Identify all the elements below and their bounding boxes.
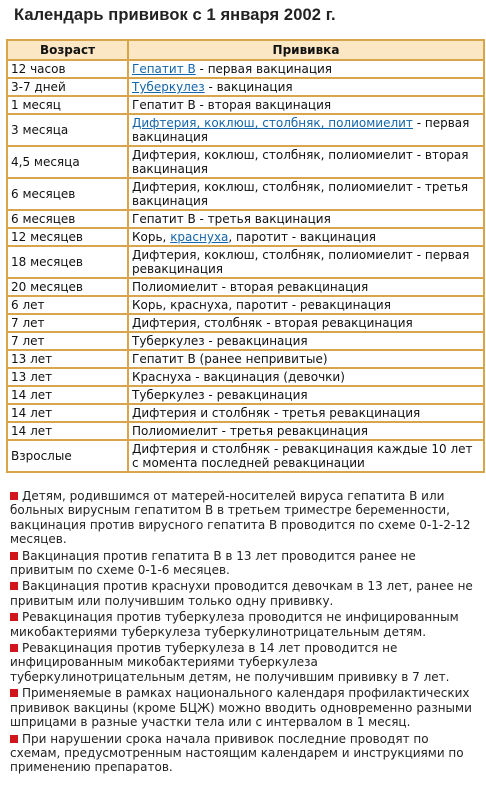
table-row — [7, 114, 484, 146]
age-cell: 13 лет — [7, 368, 128, 386]
age-cell: 13 лет — [7, 350, 128, 368]
vaccine-text: Гепатит В (ранее непривитые) — [132, 352, 328, 366]
vaccine-text: Дифтерия, коклюш, столбняк, полиомиелит - вторая вакцинация — [132, 148, 469, 176]
table-row — [7, 332, 484, 350]
age-cell: 6 лет — [7, 296, 128, 314]
age-cell: 18 месяцев — [7, 246, 128, 278]
vaccine-cell — [128, 440, 484, 472]
table-row — [7, 296, 484, 314]
table-row — [7, 440, 484, 472]
age-cell: 1 месяц — [7, 96, 128, 114]
note-text: Ревакцинация против туберкулеза в 14 лет проводится не инфицированным микобактериями туберкулеза туберкулинотрицательным детям, не получившим прививку в 7 лет. — [10, 641, 450, 684]
note-item — [10, 686, 476, 729]
vaccine-text: Дифтерия, коклюш, столбняк, полиомиелит - третья вакцинация — [132, 180, 469, 208]
table-row — [7, 368, 484, 386]
vaccine-cell — [128, 114, 484, 146]
note-text: При нарушении срока начала прививок последние проводят по схемам, предусмотренным настоящим календарем и инструкциями по применению препаратов. — [10, 731, 464, 775]
vaccine-cell — [128, 368, 484, 386]
table-row — [7, 278, 484, 296]
notes-section — [10, 489, 476, 777]
vaccine-text: Туберкулез - ревакцинация — [132, 334, 308, 348]
vaccine-cell — [128, 60, 484, 78]
red-square-bullet-icon — [10, 613, 18, 621]
vaccine-link[interactable]: Туберкулез — [132, 80, 205, 94]
vaccine-cell — [128, 96, 484, 114]
vaccination-table — [6, 39, 485, 473]
table-row — [7, 178, 484, 210]
note-item — [10, 610, 476, 639]
note-text: Ревакцинация против туберкулеза проводится не инфицированным микобактериями туберкулеза туберкулинотрицательным детям. — [10, 610, 459, 639]
vaccine-cell — [128, 78, 484, 96]
red-square-bullet-icon — [10, 689, 18, 697]
vaccine-text: Полиомиелит - третья ревакцинация — [132, 424, 368, 438]
note-text: Детям, родившимся от матерей-носителей вируса гепатита В или больных вирусным гепатитом В в третьем триместре беременности, вакцинация против вирусного гепатита В проводится по схеме 0-1-2-12 месяцев. — [10, 489, 471, 547]
vaccine-cell — [128, 278, 484, 296]
vaccine-text: Гепатит В - третья вакцинация — [132, 212, 331, 226]
table-row — [7, 228, 484, 246]
vaccine-link[interactable]: краснуха — [170, 230, 229, 244]
table-row — [7, 146, 484, 178]
age-cell: 14 лет — [7, 422, 128, 440]
table-header-row — [7, 40, 484, 60]
vaccine-text: Гепатит В - вторая вакцинация — [132, 98, 332, 112]
vaccine-text: - вакцинация — [204, 80, 293, 94]
note-text: Вакцинация против краснухи проводится девочкам в 13 лет, ранее не привитым или получившим только одну прививку. — [10, 579, 473, 608]
red-square-bullet-icon — [10, 552, 18, 560]
table-body — [7, 60, 484, 472]
vaccine-cell — [128, 296, 484, 314]
vaccine-prefix: Корь, — [132, 230, 171, 244]
age-cell: 6 месяцев — [7, 210, 128, 228]
vaccine-cell — [128, 422, 484, 440]
note-item — [10, 641, 476, 684]
vaccine-link[interactable]: Дифтерия, коклюш, столбняк, полиомиелит — [132, 116, 413, 130]
age-cell: 6 месяцев — [7, 178, 128, 210]
vaccine-cell — [128, 332, 484, 350]
age-cell: 4,5 месяца — [7, 146, 128, 178]
note-item — [10, 549, 476, 578]
note-item — [10, 489, 476, 547]
table-row — [7, 404, 484, 422]
table-row — [7, 386, 484, 404]
vaccine-text: Туберкулез - ревакцинация — [132, 388, 308, 402]
page-title: Календарь прививок с 1 января 2002 г. — [14, 6, 336, 24]
table-row — [7, 96, 484, 114]
table-row — [7, 78, 484, 96]
vaccine-cell — [128, 404, 484, 422]
column-header-vaccine: Прививка — [128, 40, 484, 60]
vaccine-text: Корь, краснуха, паротит - ревакцинация — [132, 298, 391, 312]
column-header-age: Возраст — [7, 40, 128, 60]
age-cell: 3 месяца — [7, 114, 128, 146]
vaccine-text: Дифтерия, столбняк - вторая ревакцинация — [132, 316, 413, 330]
age-cell: 7 лет — [7, 332, 128, 350]
age-cell: 14 лет — [7, 386, 128, 404]
red-square-bullet-icon — [10, 644, 18, 652]
note-item — [10, 579, 476, 608]
vaccine-cell — [128, 228, 484, 246]
table-row — [7, 350, 484, 368]
vaccine-text: Дифтерия и столбняк - ревакцинация каждые 10 лет с момента последней ревакцинации — [132, 442, 473, 470]
vaccine-text: Краснуха - вакцинация (девочки) — [132, 370, 345, 384]
vaccine-cell — [128, 146, 484, 178]
red-square-bullet-icon — [10, 582, 18, 590]
age-cell: Взрослые — [7, 440, 128, 472]
vaccine-text: - первая вакцинация — [195, 62, 333, 76]
vaccine-link[interactable]: Гепатит В — [132, 62, 196, 76]
note-text: Вакцинация против гепатита В в 13 лет проводится ранее не привитым по схеме 0-1-6 месяцев. — [10, 548, 416, 578]
table-row — [7, 210, 484, 228]
age-cell: 12 месяцев — [7, 228, 128, 246]
table-row — [7, 246, 484, 278]
red-square-bullet-icon — [10, 735, 18, 743]
red-square-bullet-icon — [10, 492, 18, 500]
age-cell: 3-7 дней — [7, 78, 128, 96]
table-row — [7, 422, 484, 440]
vaccine-text: Дифтерия, коклюш, столбняк, полиомиелит - первая ревакцинация — [132, 248, 470, 276]
table-row — [7, 60, 484, 78]
vaccine-cell — [128, 246, 484, 278]
note-item — [10, 732, 476, 775]
age-cell: 12 часов — [7, 60, 128, 78]
vaccine-cell — [128, 210, 484, 228]
note-text: Применяемые в рамках национального календаря профилактических прививок вакцины (кроме БЦЖ) можно вводить одновременно разными шприцами в разные участки тела или с интервалом в 1 месяц. — [10, 686, 472, 730]
vaccine-text: Полиомиелит - вторая ревакцинация — [132, 280, 369, 294]
age-cell: 7 лет — [7, 314, 128, 332]
vaccine-cell — [128, 350, 484, 368]
table-row — [7, 314, 484, 332]
vaccine-text: - первая вакцинация — [132, 116, 470, 144]
age-cell: 20 месяцев — [7, 278, 128, 296]
vaccine-cell — [128, 178, 484, 210]
vaccine-cell — [128, 314, 484, 332]
vaccine-text: Дифтерия и столбняк - третья ревакцинация — [132, 406, 421, 420]
vaccine-text: , паротит - вакцинация — [228, 230, 376, 244]
age-cell: 14 лет — [7, 404, 128, 422]
vaccine-cell — [128, 386, 484, 404]
